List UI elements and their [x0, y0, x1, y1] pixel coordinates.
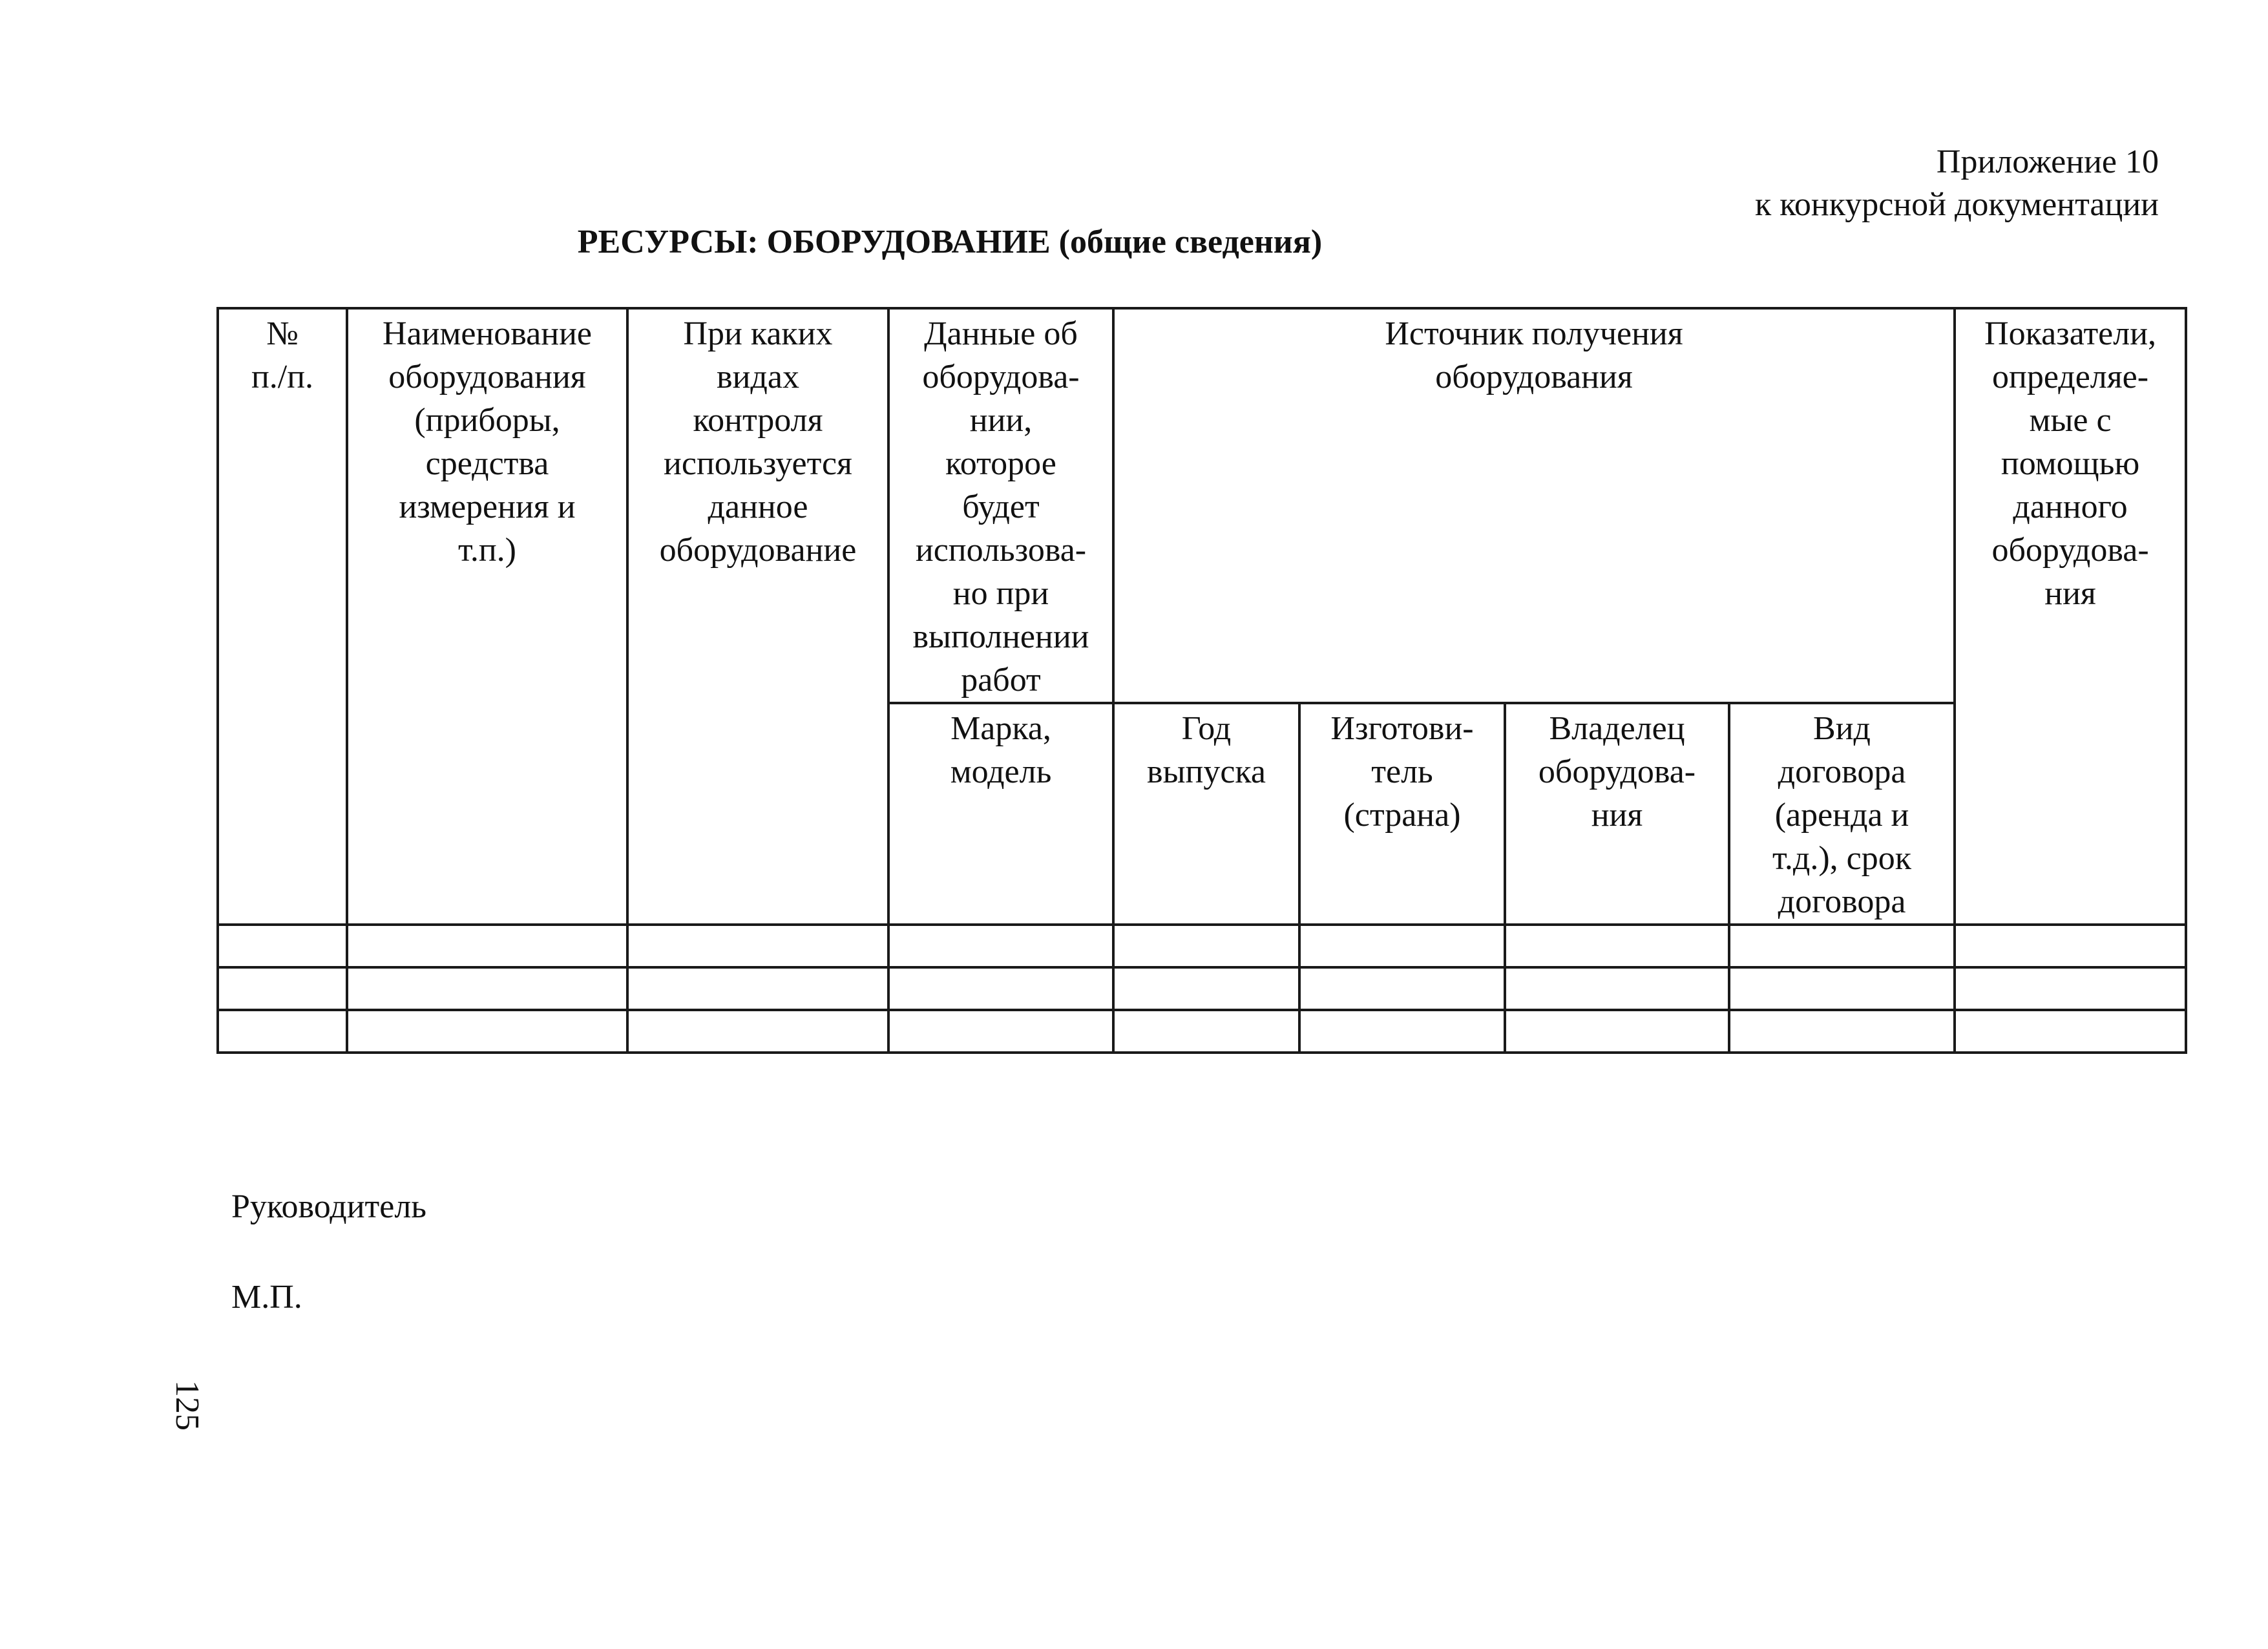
table-cell	[1505, 925, 1729, 967]
table-cell	[1505, 1010, 1729, 1053]
table-cell	[1955, 1010, 2186, 1053]
table-cell	[1299, 1010, 1505, 1053]
appendix-note	[1755, 141, 2159, 226]
table-cell	[1299, 925, 1505, 967]
table-row	[218, 925, 2186, 967]
header-cell-equipment-data: Данные об оборудова- нии, которое будет использова- но при выполнении работ	[888, 308, 1113, 703]
signature-label: Руководитель	[231, 1188, 426, 1225]
header-cell-number: № п./п.	[218, 308, 347, 925]
table-cell	[1505, 967, 1729, 1010]
table-row	[218, 967, 2186, 1010]
table-row	[218, 1010, 2186, 1053]
header-cell-control-types: При каких видах контроля используется данное оборудование	[627, 308, 888, 925]
table-cell	[1299, 967, 1505, 1010]
header-cell-model: Марка, модель	[888, 703, 1113, 925]
table-cell	[627, 925, 888, 967]
table-cell	[1729, 1010, 1955, 1053]
header-row-1	[218, 308, 2186, 703]
header-cell-equipment-name: Наименование оборудования (приборы, средства измерения и т.п.)	[347, 308, 627, 925]
header-cell-contract: Вид договора (аренда и т.д.), срок договора	[1729, 703, 1955, 925]
table-cell	[1955, 925, 2186, 967]
table-cell	[347, 967, 627, 1010]
stamp-label: М.П.	[231, 1279, 302, 1316]
table-cell	[888, 1010, 1113, 1053]
table-cell	[1955, 967, 2186, 1010]
table-cell	[218, 1010, 347, 1053]
appendix-number: Приложение 10	[1936, 143, 2159, 180]
header-cell-owner: Владелец оборудова- ния	[1505, 703, 1729, 925]
table-cell	[1113, 967, 1299, 1010]
document-title: РЕСУРСЫ: ОБОРУДОВАНИЕ (общие сведения)	[577, 224, 1323, 260]
table-cell	[1729, 967, 1955, 1010]
table-cell	[1729, 925, 1955, 967]
table-cell	[888, 967, 1113, 1010]
header-cell-indicators: Показатели, определяе- мые с помощью данного оборудова- ния	[1955, 308, 2186, 925]
table-cell	[627, 1010, 888, 1053]
table-cell	[1113, 925, 1299, 967]
header-cell-year: Год выпуска	[1113, 703, 1299, 925]
table-cell	[347, 925, 627, 967]
table-cell	[888, 925, 1113, 967]
table-cell	[218, 967, 347, 1010]
page-number: 125	[169, 1380, 205, 1431]
equipment-table	[216, 307, 2187, 1054]
table-cell	[218, 925, 347, 967]
table-cell	[1113, 1010, 1299, 1053]
header-cell-manufacturer: Изготови- тель (страна)	[1299, 703, 1505, 925]
table-cell	[347, 1010, 627, 1053]
header-cell-source: Источник получения оборудования	[1113, 308, 1955, 703]
table-cell	[627, 967, 888, 1010]
appendix-reference: к конкурсной документации	[1754, 186, 2159, 223]
